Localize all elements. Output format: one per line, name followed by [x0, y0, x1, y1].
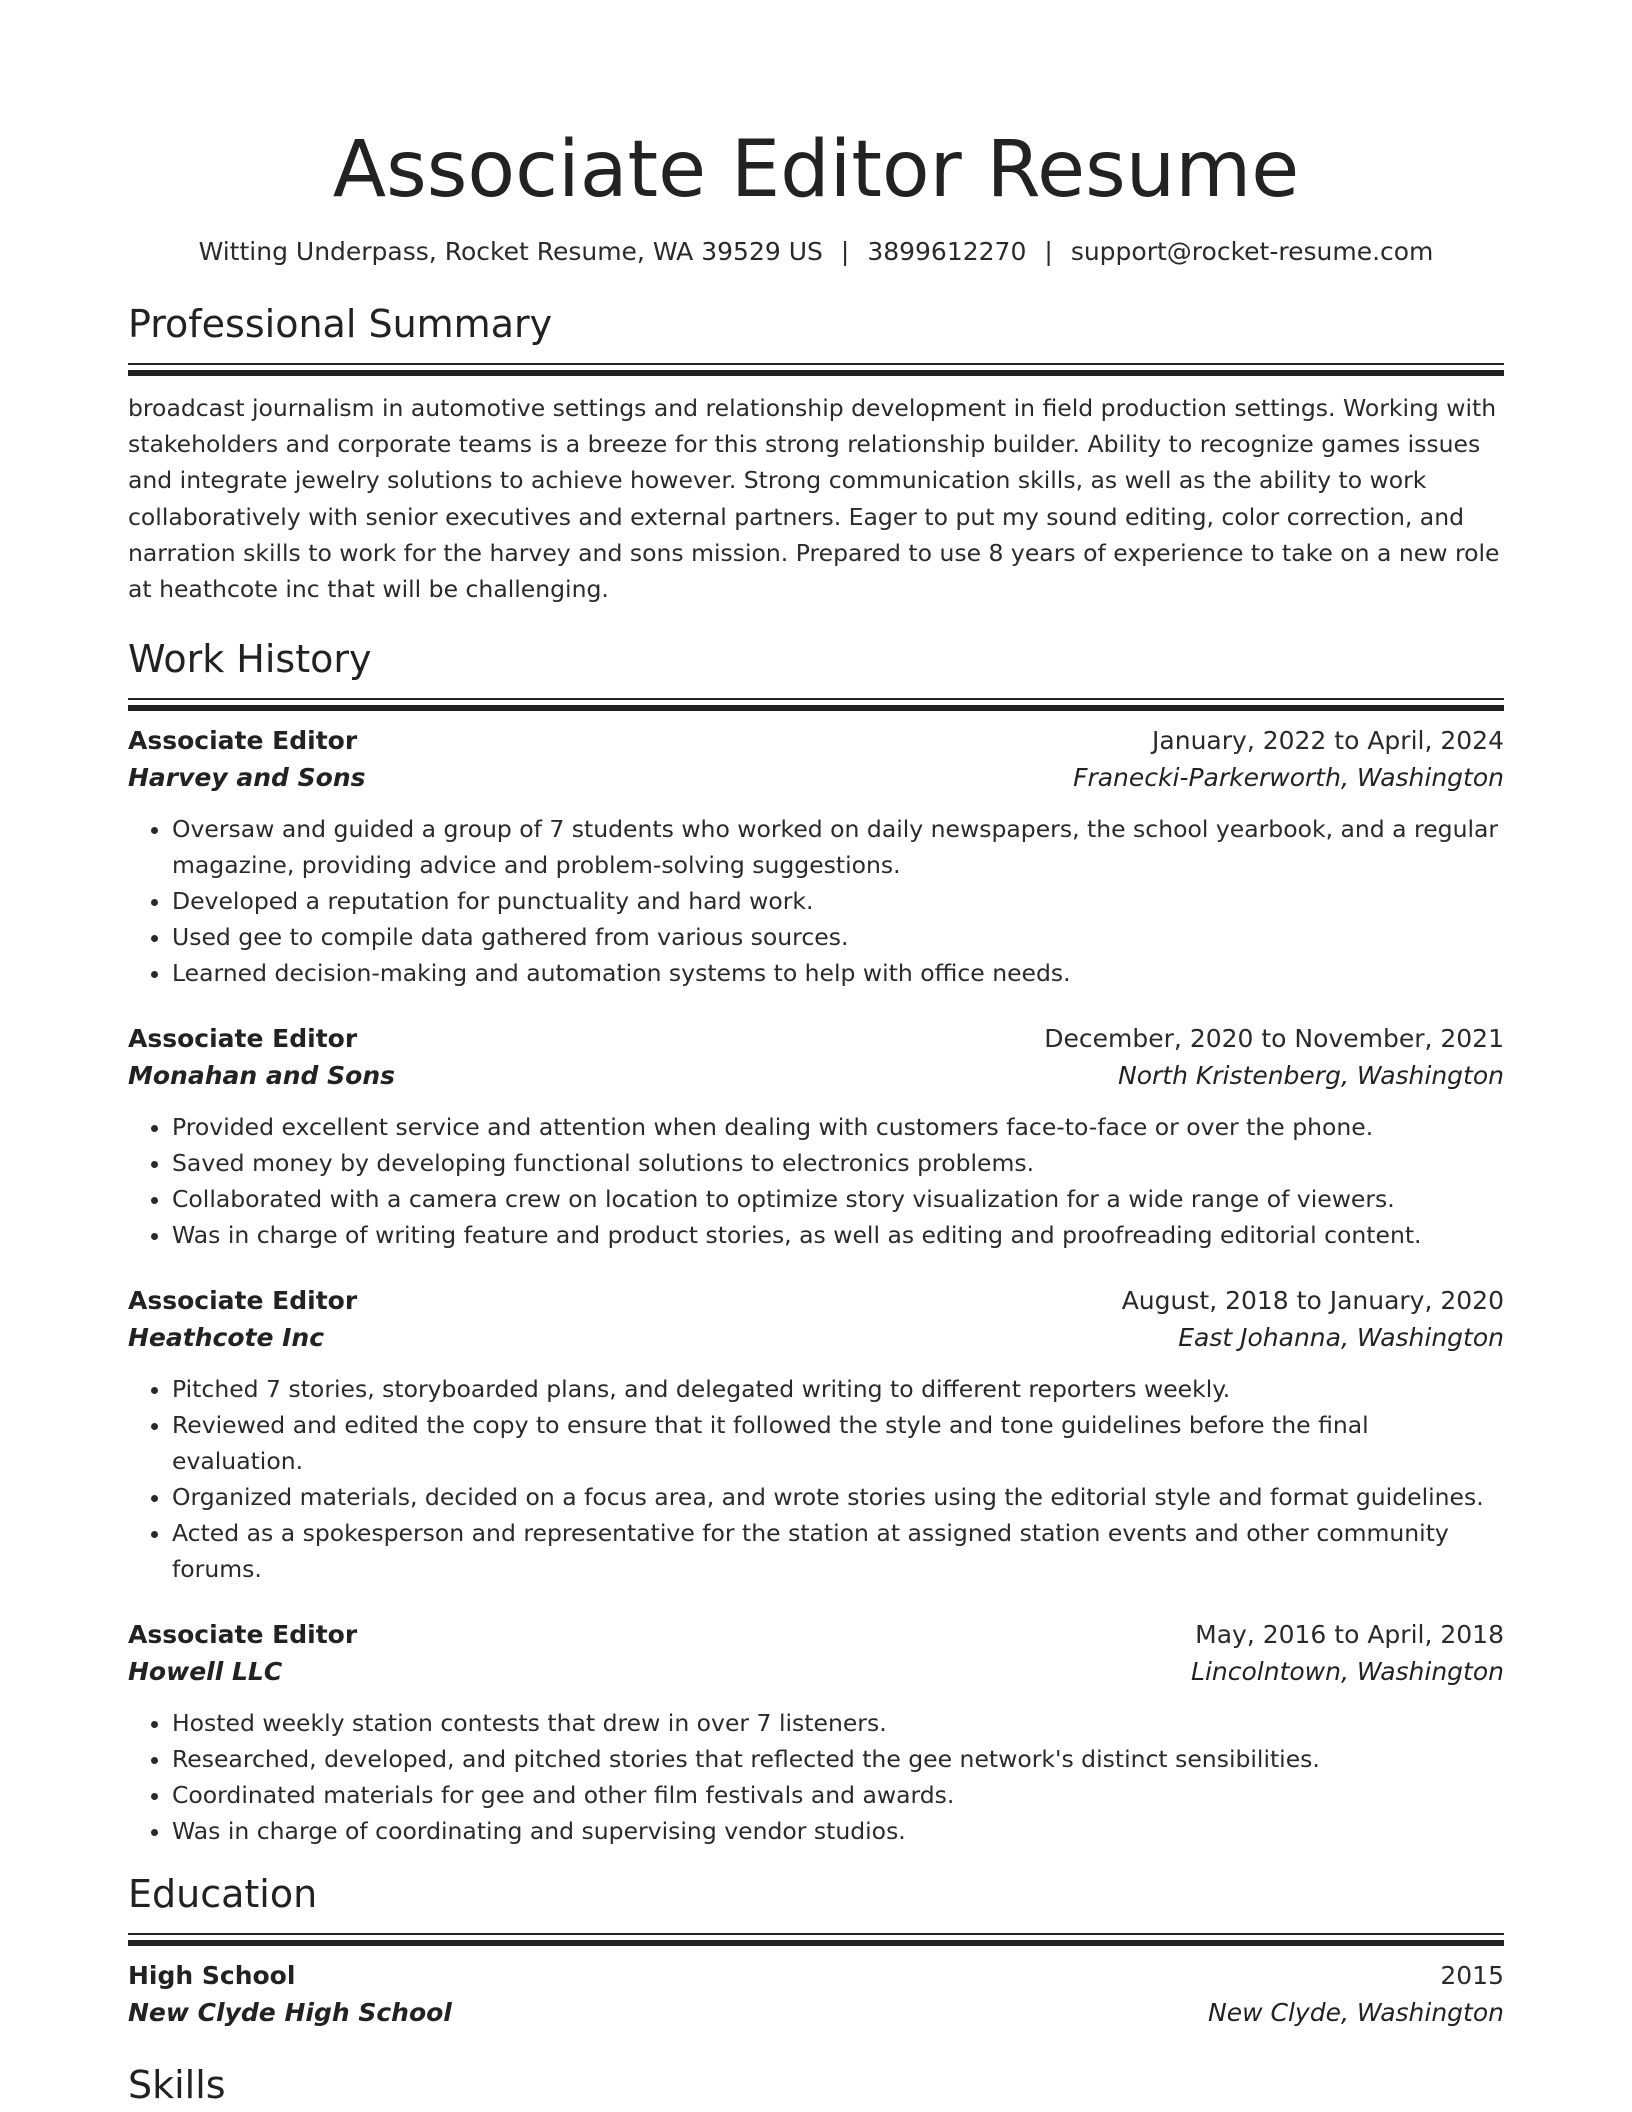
summary-section: [128, 301, 1504, 607]
job-company: Harvey and Sons: [128, 763, 366, 793]
section-title-education: Education: [128, 1872, 318, 1917]
list-item: • Was in charge of writing feature and product stories, as well as editing and proofreading editorial content.: [172, 1217, 1504, 1253]
job-location: Franecki-Parkerworth, Washington: [1073, 763, 1504, 793]
education-entry: [128, 1958, 1504, 2032]
work-history-section: [128, 636, 1504, 1849]
job-entry: [128, 1283, 1504, 1587]
section-divider: [128, 698, 1504, 709]
job-entry: [128, 1617, 1504, 1849]
job-title: Associate Editor: [128, 726, 358, 756]
list-item: • Coordinated materials for gee and other film festivals and awards.: [172, 1777, 1504, 1813]
job-location: East Johanna, Washington: [1178, 1323, 1504, 1353]
education-section: [128, 1871, 1504, 2032]
section-title-work-history: Work History: [128, 637, 372, 682]
job-bullets: [128, 1371, 1504, 1587]
skills-section: [128, 2062, 1504, 2108]
list-item: • Reviewed and edited the copy to ensure that it followed the style and tone guidelines before the final evaluation.: [172, 1407, 1504, 1479]
list-item: • Collaborated with a camera crew on location to optimize story visualization for a wide range of viewers.: [172, 1181, 1504, 1217]
job-location: Lincolntown, Washington: [1191, 1657, 1504, 1687]
contact-address: Witting Underpass, Rocket Resume, WA 39529 US: [198, 237, 823, 266]
job-title: Associate Editor: [128, 1286, 358, 1316]
job-dates: August, 2018 to January, 2020: [1121, 1286, 1504, 1316]
list-item: • Developed a reputation for punctuality and hard work.: [172, 883, 1504, 919]
section-title-summary: Professional Summary: [128, 302, 553, 346]
section-title-skills: Skills: [128, 2063, 226, 2108]
list-item: • Pitched 7 stories, storyboarded plans, and delegated writing to different reporters weekly.: [172, 1371, 1504, 1407]
education-year: 2015: [1440, 1961, 1504, 1991]
contact-line: [128, 236, 1504, 268]
resume-title: Associate Editor Resume: [332, 125, 1300, 215]
section-divider: [128, 1933, 1504, 1944]
list-item: • Hosted weekly station contests that drew in over 7 listeners.: [172, 1705, 1504, 1741]
job-dates: May, 2016 to April, 2018: [1195, 1620, 1504, 1650]
contact-separator: |: [1044, 237, 1053, 266]
job-title: Associate Editor: [128, 1024, 358, 1054]
job-bullets: [128, 811, 1504, 991]
education-degree: High School: [128, 1961, 296, 1991]
job-company: Monahan and Sons: [128, 1061, 396, 1091]
list-item: • Organized materials, decided on a focus area, and wrote stories using the editorial style and format guidelines.: [172, 1479, 1504, 1515]
job-bullets: [128, 1705, 1504, 1849]
job-company: Heathcote Inc: [128, 1323, 325, 1353]
list-item: • Used gee to compile data gathered from various sources.: [172, 919, 1504, 955]
job-company: Howell LLC: [128, 1657, 283, 1687]
list-item: • Provided excellent service and attention when dealing with customers face-to-face or over the phone.: [172, 1109, 1504, 1145]
contact-email: support@rocket-resume.com: [1070, 237, 1434, 266]
list-item: • Oversaw and guided a group of 7 students who worked on daily newspapers, the school yearbook, and a regular magazine, providing advice and problem-solving suggestions.: [172, 811, 1504, 883]
list-item: • Researched, developed, and pitched stories that reflected the gee network's distinct sensibilities.: [172, 1741, 1504, 1777]
list-item: • Learned decision-making and automation systems to help with office needs.: [172, 955, 1504, 991]
job-entry: [128, 723, 1504, 991]
section-divider: [128, 363, 1504, 374]
education-location: New Clyde, Washington: [1208, 1998, 1504, 2028]
job-bullets: [128, 1109, 1504, 1253]
list-item: • Was in charge of coordinating and supervising vendor studios.: [172, 1813, 1504, 1849]
job-dates: December, 2020 to November, 2021: [1044, 1024, 1504, 1054]
job-dates: January, 2022 to April, 2024: [1152, 726, 1504, 756]
list-item: • Acted as a spokesperson and representative for the station at assigned station events and other community forums.: [172, 1515, 1504, 1587]
education-school: New Clyde High School: [128, 1998, 452, 2028]
list-item: • Saved money by developing functional solutions to electronics problems.: [172, 1145, 1504, 1181]
job-title: Associate Editor: [128, 1620, 358, 1650]
contact-phone: 3899612270: [867, 237, 1027, 266]
summary-text: broadcast journalism in automotive settings and relationship development in field production settings. Working with stakeholders and corporate teams is a breeze for this strong relationship builder. Ability to recognize games issues and integrate jewelry solutions to achieve however. Strong communication skills, as well as the ability to work collaboratively with senior executives and external partners. Eager to put my sound editing, color correction, and narration skills to work for the harvey and sons mission. Prepared to use 8 years of experience to take on a new role at heathcote inc that will be challenging.: [128, 394, 1500, 604]
job-entry: [128, 1021, 1504, 1253]
resume-page: [128, 0, 1504, 2108]
contact-separator: |: [840, 237, 850, 266]
job-location: North Kristenberg, Washington: [1118, 1061, 1504, 1091]
